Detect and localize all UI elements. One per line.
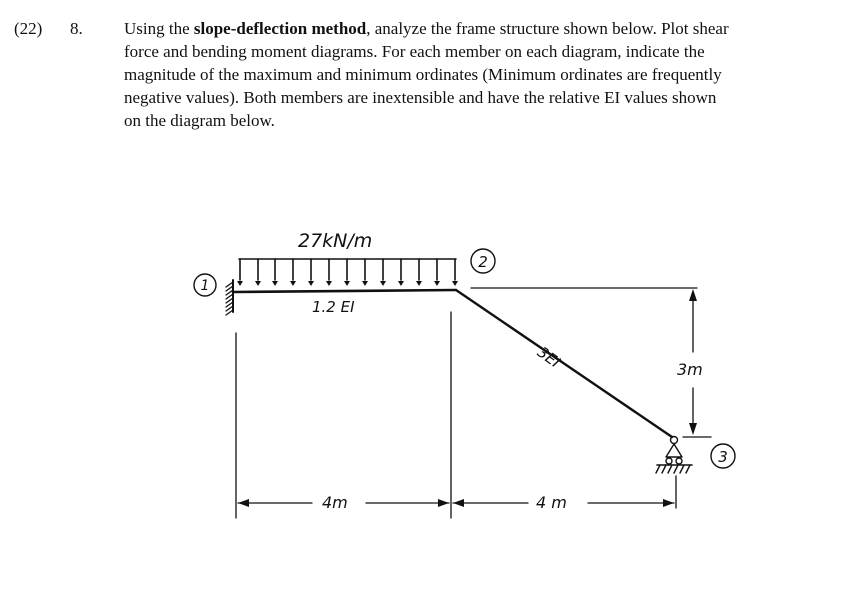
node-1-label: 1 bbox=[200, 278, 210, 294]
distributed-load bbox=[239, 259, 456, 280]
problem-line: force and bending moment diagrams. For each member on each diagram, indicate the bbox=[124, 42, 705, 61]
dimension-right-label: 4 m bbox=[536, 493, 567, 512]
problem-line: Using the slope-deflection method, analyze the frame structure shown below. Plot shear bbox=[124, 19, 729, 38]
problem-line: negative values). Both members are inextensible and have the relative EI values shown bbox=[124, 88, 717, 107]
dimension-vertical-label: 3m bbox=[677, 360, 703, 379]
node-2-label: 2 bbox=[478, 253, 488, 271]
dimension-left-label: 4m bbox=[322, 493, 348, 512]
member-2-3-stiffness-label: 3EI bbox=[534, 343, 564, 372]
question-points: (22) bbox=[14, 19, 43, 38]
question-number: 8. bbox=[70, 19, 83, 38]
load-label: 27kN/m bbox=[298, 230, 373, 252]
dimension-arrowheads bbox=[238, 289, 697, 507]
member-1-2-stiffness-label: 1.2 EI bbox=[312, 298, 355, 316]
member-2-3 bbox=[456, 290, 672, 437]
roller-support-icon bbox=[656, 437, 692, 474]
problem-line: magnitude of the maximum and minimum ordinates (Minimum ordinates are frequently bbox=[124, 65, 722, 84]
node-3-label: 3 bbox=[718, 448, 728, 466]
load-arrowheads bbox=[237, 281, 458, 286]
member-1-2 bbox=[233, 290, 456, 292]
extension-lines bbox=[236, 288, 711, 518]
fixed-support-icon bbox=[226, 280, 233, 315]
problem-line: on the diagram below. bbox=[124, 111, 275, 130]
